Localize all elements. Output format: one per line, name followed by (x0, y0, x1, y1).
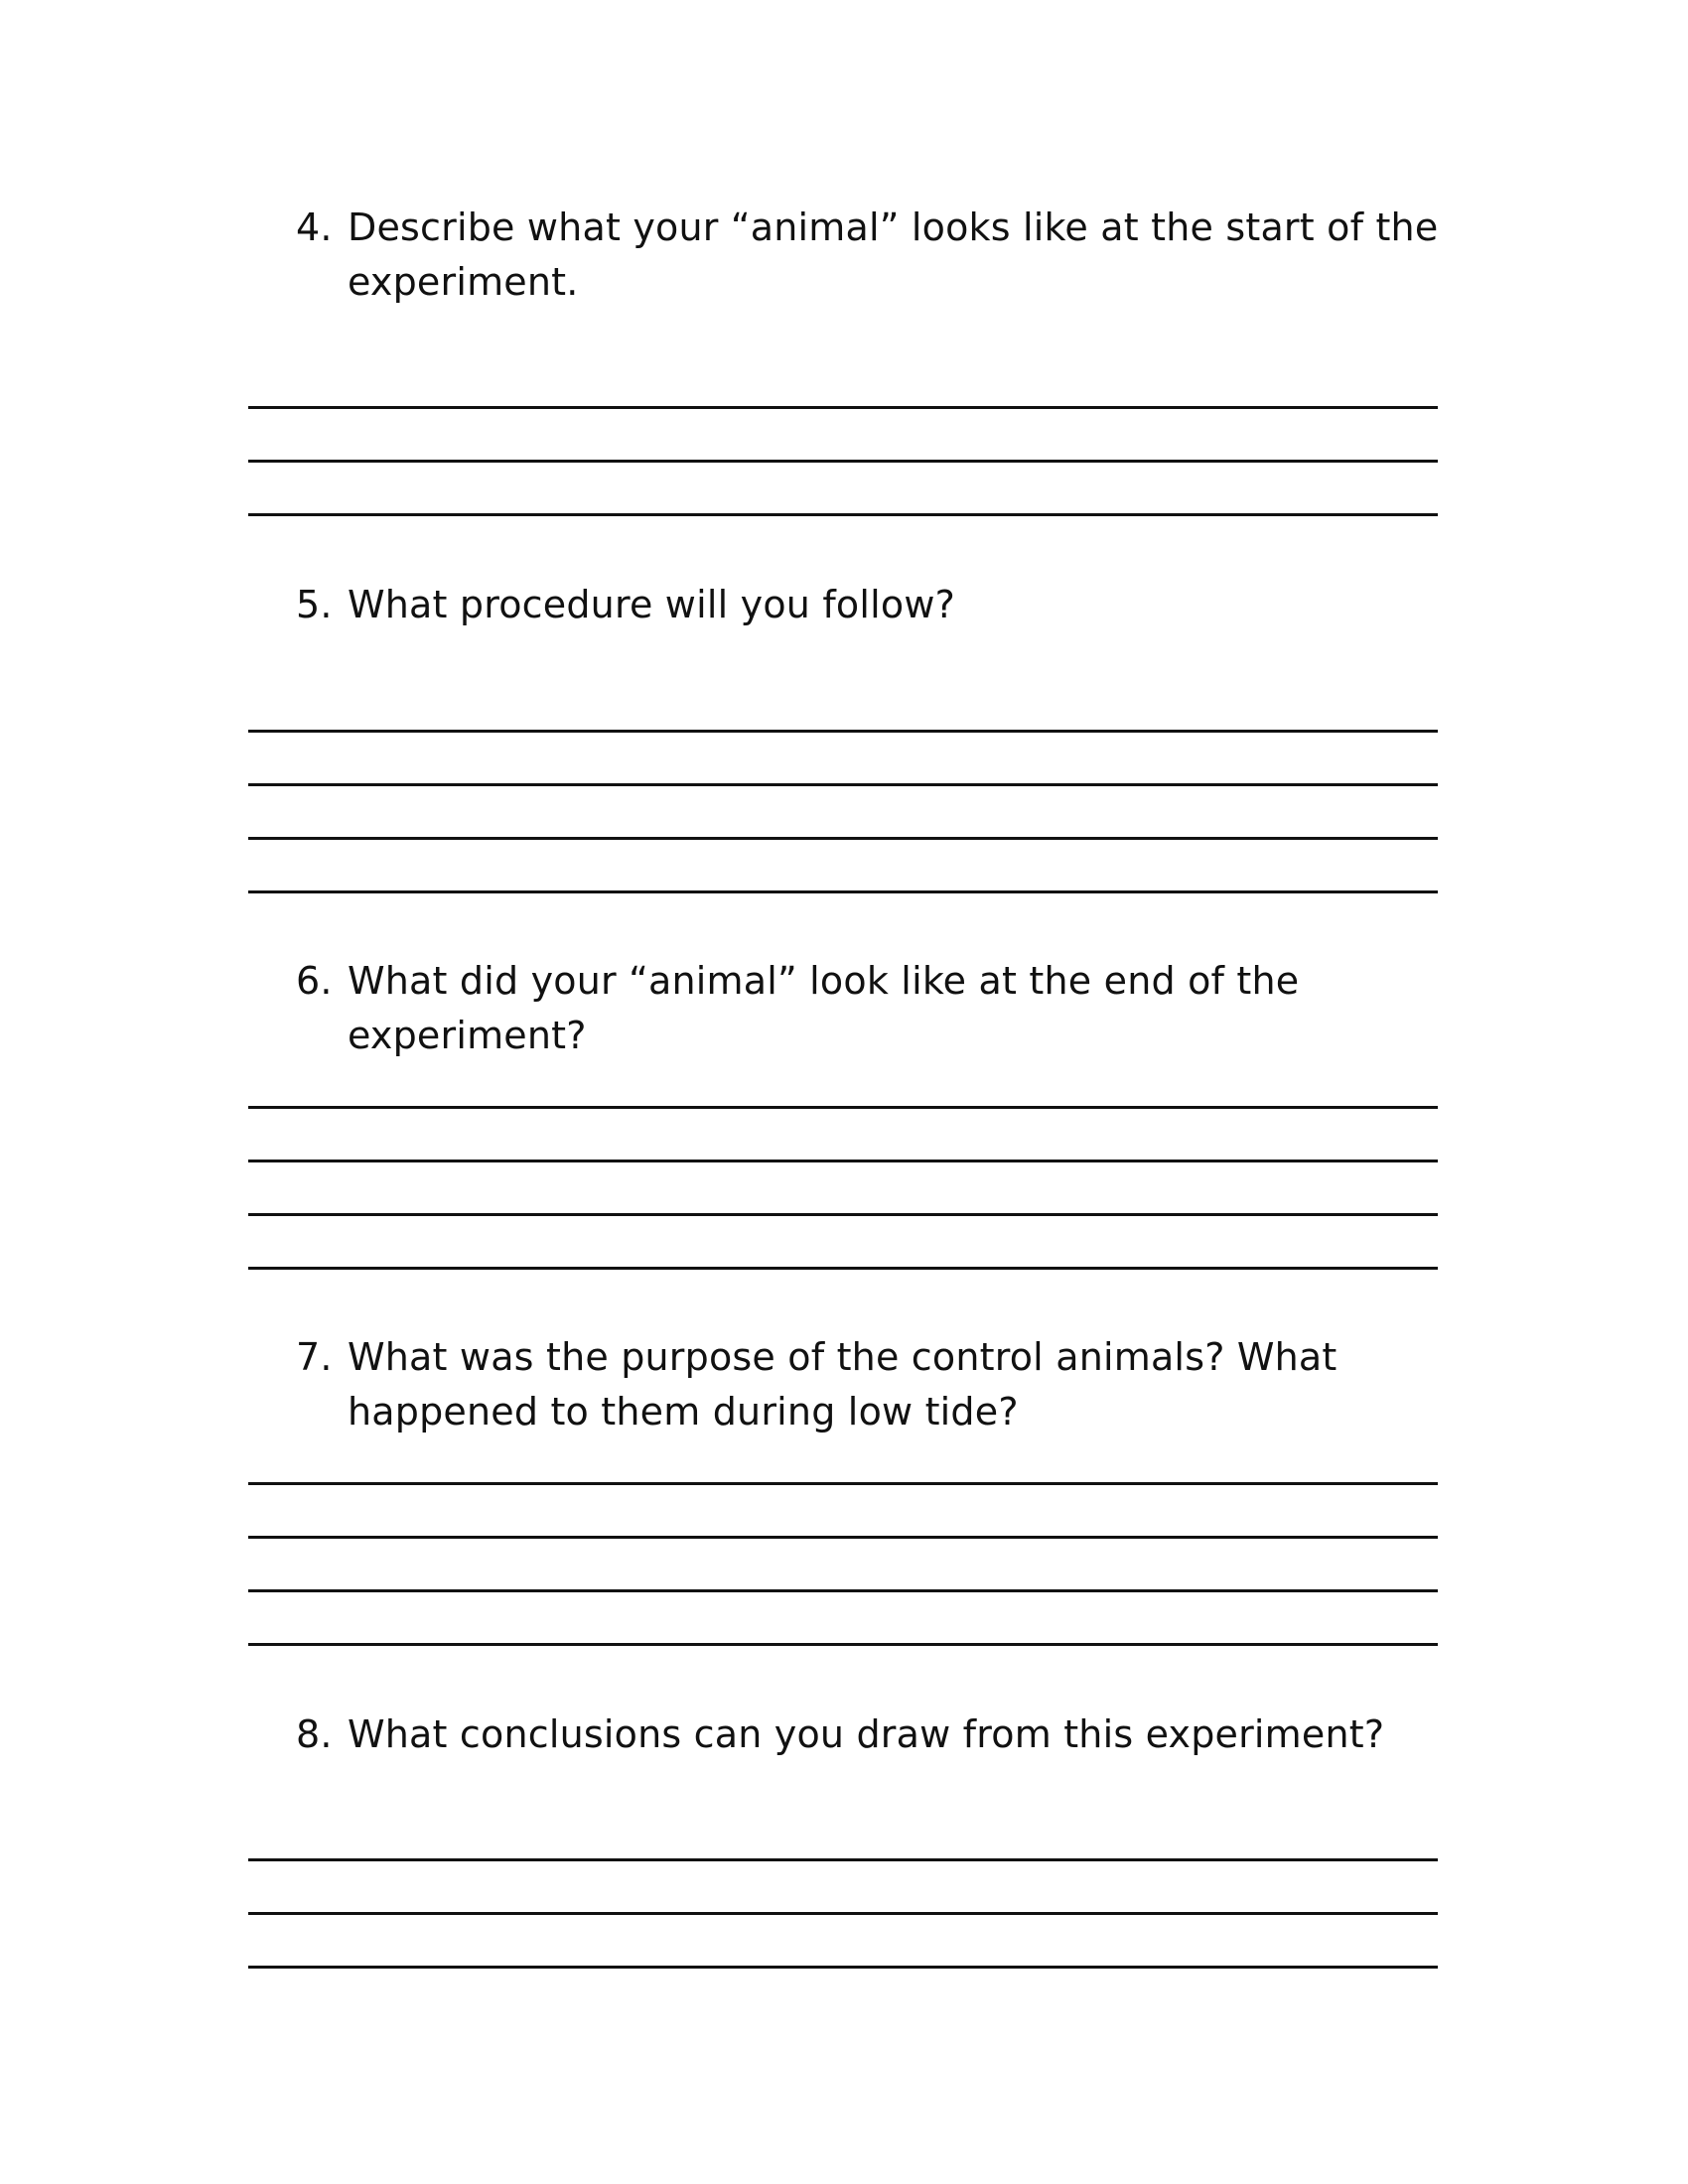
answer-line[interactable] (248, 1482, 1438, 1485)
answer-line[interactable] (248, 1589, 1438, 1592)
answer-line[interactable] (248, 1160, 1438, 1162)
answer-line[interactable] (248, 1858, 1438, 1861)
answer-line[interactable] (248, 1643, 1438, 1646)
question-6 (296, 954, 1448, 1063)
answer-line[interactable] (248, 1536, 1438, 1539)
answer-line[interactable] (248, 890, 1438, 893)
answer-line[interactable] (248, 1267, 1438, 1270)
question-number: 7. (296, 1335, 333, 1379)
question-text: What did your “animal” look like at the end of the experiment? (348, 959, 1300, 1057)
question-7 (296, 1330, 1448, 1439)
question-number: 8. (296, 1712, 333, 1756)
answer-line[interactable] (248, 1912, 1438, 1915)
question-number: 6. (296, 959, 333, 1003)
answer-line[interactable] (248, 460, 1438, 463)
question-4 (296, 201, 1448, 310)
question-text: What was the purpose of the control animals? What happened to them during low tide? (348, 1335, 1337, 1433)
answer-line[interactable] (248, 1213, 1438, 1216)
answer-line[interactable] (248, 1106, 1438, 1109)
question-5 (296, 578, 1448, 632)
question-text: What conclusions can you draw from this experiment? (348, 1712, 1385, 1756)
question-text: What procedure will you follow? (348, 583, 955, 626)
question-8 (296, 1707, 1448, 1762)
question-number: 4. (296, 205, 333, 249)
answer-line[interactable] (248, 513, 1438, 516)
answer-line[interactable] (248, 730, 1438, 733)
answer-line[interactable] (248, 406, 1438, 409)
question-number: 5. (296, 583, 333, 626)
answer-line[interactable] (248, 783, 1438, 786)
question-text: Describe what your “animal” looks like at the start of the experiment. (348, 205, 1439, 304)
answer-line[interactable] (248, 1966, 1438, 1969)
answer-line[interactable] (248, 837, 1438, 840)
